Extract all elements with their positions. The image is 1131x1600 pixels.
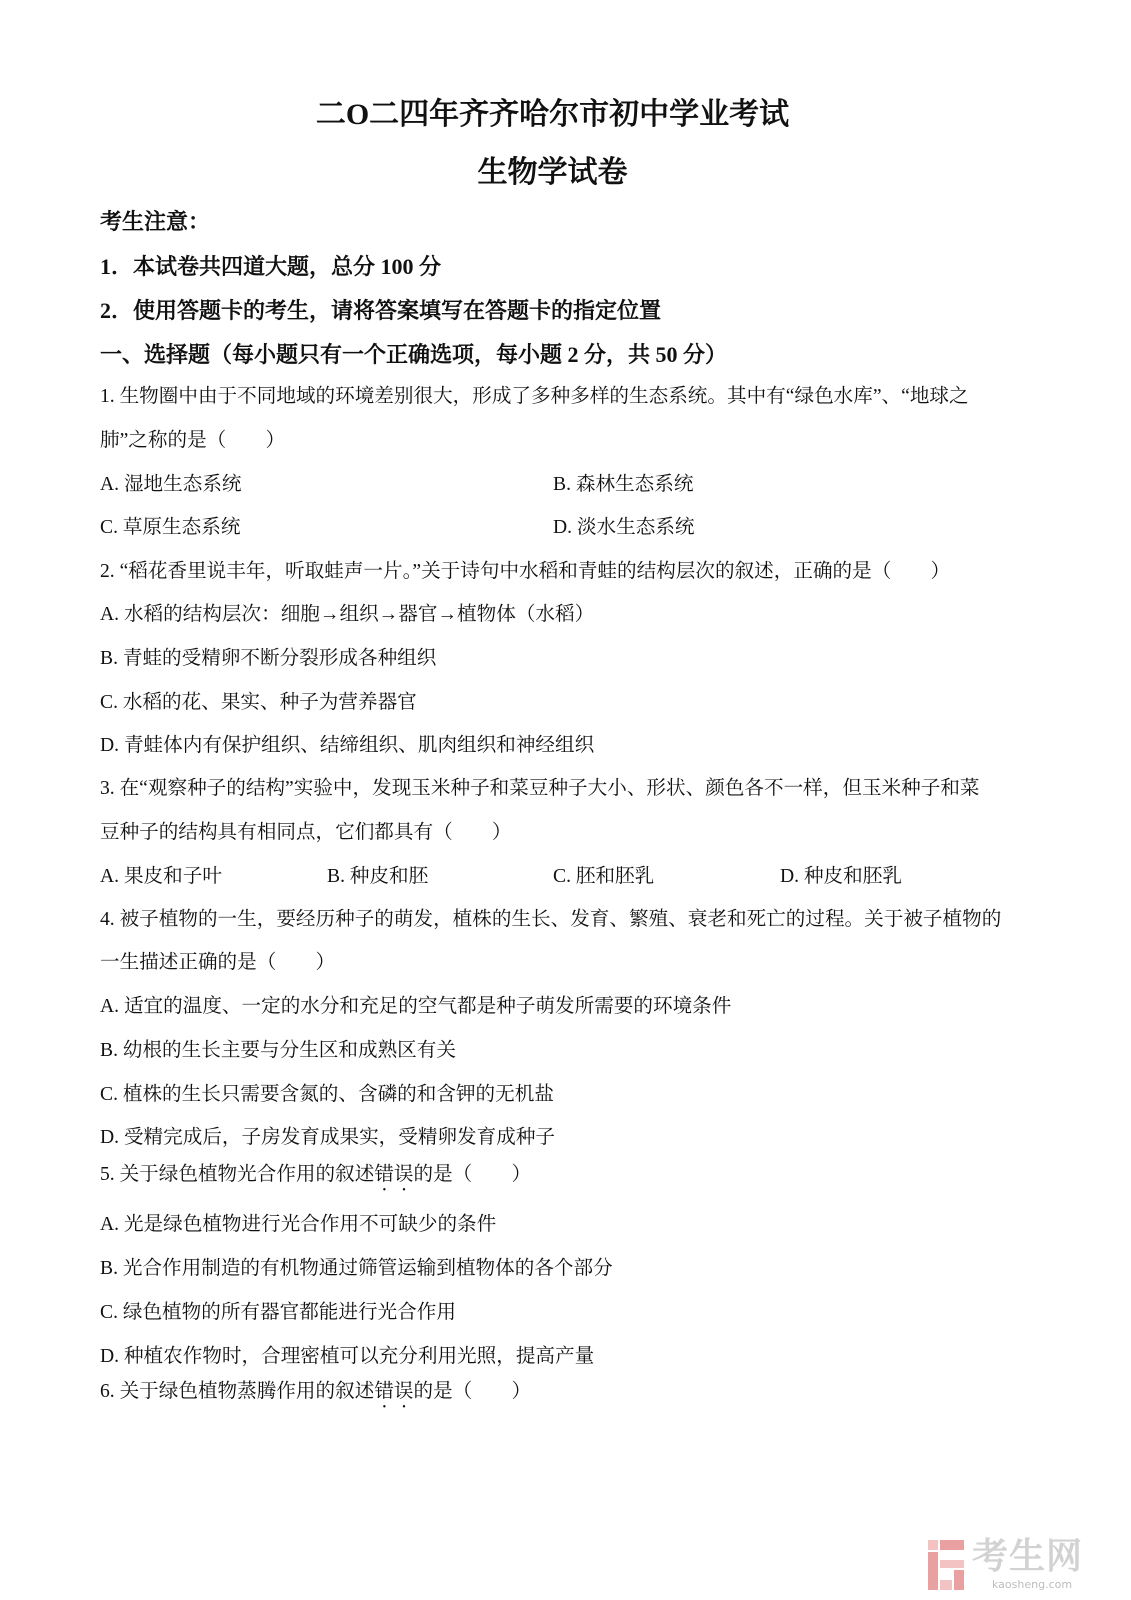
question-stem-text: 的是（ ）	[413, 1381, 532, 1402]
emphasized-word: 错误	[374, 1164, 414, 1185]
option-c: C. 绿色植物的所有器官都能进行光合作用	[100, 1302, 456, 1323]
watermark-brand: 考生网	[972, 1536, 1084, 1577]
question-stem: 1. 生物圈中由于不同地域的环境差别很大，形成了多种多样的生态系统。其中有“绿色水库”、“地球之	[100, 386, 969, 407]
option-b: B. 种皮和胚	[327, 866, 429, 887]
option-a: A. 光是绿色植物进行光合作用不可缺少的条件	[100, 1214, 497, 1235]
exam-title: 二O二四年齐齐哈尔市初中学业考试	[315, 98, 790, 131]
option-a: A. 湿地生态系统	[100, 474, 242, 495]
question-stem-text: 5. 关于绿色植物光合作用的叙述	[100, 1164, 375, 1185]
option-a: A. 水稻的结构层次：细胞→组织→器官→植物体（水稻）	[100, 604, 595, 625]
option-a: A. 适宜的温度、一定的水分和充足的空气都是种子萌发所需要的环境条件	[100, 996, 732, 1017]
kaosheng-logo-icon	[926, 1538, 966, 1592]
option-a: A. 果皮和子叶	[100, 866, 222, 887]
option-d: D. 受精完成后，子房发育成果实，受精卵发育成种子	[100, 1127, 556, 1148]
question-stem	[100, 1163, 531, 1196]
option-c: C. 水稻的花、果实、种子为营养器官	[100, 692, 417, 713]
exam-subtitle: 生物学试卷	[477, 156, 628, 189]
notice-heading: 考生注意：	[100, 209, 211, 234]
question-stem: 2. “稻花香里说丰年，听取蛙声一片。”关于诗句中水稻和青蛙的结构层次的叙述，正确的是（ ）	[100, 561, 951, 582]
option-c: C. 胚和胚乳	[553, 866, 655, 887]
watermark-domain: kaosheng.com	[992, 1578, 1073, 1591]
question-stem: 肺”之称的是（ ）	[100, 430, 286, 451]
option-d: D. 种植农作物时，合理密植可以充分利用光照，提高产量	[100, 1346, 595, 1367]
question-stem: 一生描述正确的是（ ）	[100, 952, 336, 973]
option-b: B. 光合作用制造的有机物通过筛管运输到植物体的各个部分	[100, 1258, 613, 1279]
section-heading: 一、选择题（每小题只有一个正确选项，每小题 2 分，共 50 分）	[100, 342, 728, 367]
option-d: D. 种皮和胚乳	[780, 866, 902, 887]
question-stem: 3. 在“观察种子的结构”实验中，发现玉米种子和菜豆种子大小、形状、颜色各不一样，但玉米种子和菜	[100, 778, 980, 799]
watermark	[926, 1536, 1096, 1594]
notice-item: 2．使用答题卡的考生，请将答案填写在答题卡的指定位置	[100, 298, 662, 323]
option-c: C. 草原生态系统	[100, 517, 241, 538]
option-b: B. 森林生态系统	[553, 474, 694, 495]
emphasized-word: 错误	[374, 1381, 414, 1402]
option-d: D. 青蛙体内有保护组织、结缔组织、肌肉组织和神经组织	[100, 735, 595, 756]
question-stem: 4. 被子植物的一生，要经历种子的萌发，植株的生长、发育、繁殖、衰老和死亡的过程。关于被子植物的	[100, 909, 1002, 930]
notice-item: 1．本试卷共四道大题，总分 100 分	[100, 254, 442, 279]
option-b: B. 青蛙的受精卵不断分裂形成各种组织	[100, 648, 437, 669]
question-stem	[100, 1380, 531, 1413]
question-stem: 豆种子的结构具有相同点，它们都具有（ ）	[100, 822, 512, 843]
option-b: B. 幼根的生长主要与分生区和成熟区有关	[100, 1040, 456, 1061]
option-c: C. 植株的生长只需要含氮的、含磷的和含钾的无机盐	[100, 1084, 554, 1105]
question-stem-text: 的是（ ）	[413, 1164, 532, 1185]
option-d: D. 淡水生态系统	[553, 517, 695, 538]
question-stem-text: 6. 关于绿色植物蒸腾作用的叙述	[100, 1381, 375, 1402]
